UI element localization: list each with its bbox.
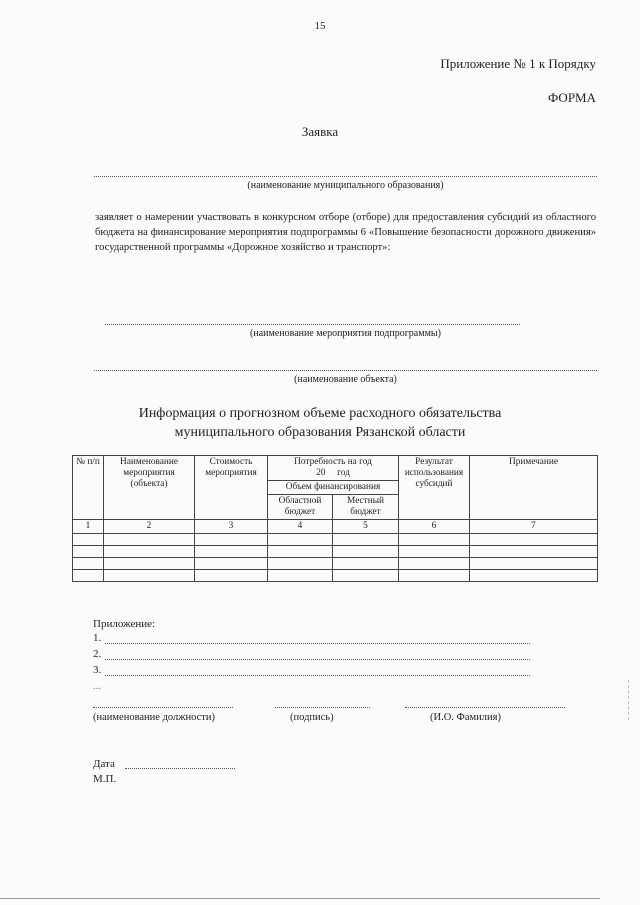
object-caption: (наименование объекта): [294, 374, 397, 385]
municipality-caption: (наименование муниципального образования): [247, 180, 444, 191]
appendix-heading: Приложение № 1 к Порядку: [440, 56, 596, 71]
attachment-label: Приложение:: [93, 618, 156, 630]
municipality-line: [94, 176, 597, 177]
col-number: 6: [399, 520, 470, 534]
header-year-number: 20: [316, 468, 326, 478]
col-number: 2: [104, 520, 195, 534]
info-title: [0, 404, 640, 442]
form-label: ФОРМА: [548, 90, 596, 105]
scan-margin-mark: [628, 680, 630, 720]
event-caption: (наименование мероприятия подпрограммы): [250, 328, 441, 339]
col-number: 4: [268, 520, 333, 534]
page-number: 15: [314, 20, 326, 32]
attachment-item-more: ...: [93, 680, 102, 692]
attachment-line-3: [105, 675, 530, 676]
stamp-label: М.П.: [93, 773, 117, 785]
table-row: [73, 546, 598, 558]
col-number: 5: [333, 520, 399, 534]
info-title-line-2: муниципального образования Рязанской области: [174, 425, 466, 440]
header-note: Примечание: [470, 456, 598, 520]
header-need-label: Потребность на год: [294, 457, 372, 467]
col-number: 7: [470, 520, 598, 534]
header-num: № п/п: [73, 456, 104, 520]
signature-line: [275, 707, 370, 708]
column-number-row: [73, 520, 598, 534]
table-row: [73, 570, 598, 582]
name-line: [405, 707, 565, 708]
header-need: [268, 456, 399, 481]
header-financing: Объем финансирования: [268, 481, 399, 495]
date-line: [125, 768, 235, 769]
obligation-table: [72, 455, 598, 582]
object-line: [94, 370, 597, 371]
header-name: Наименование мероприятия (объекта): [104, 456, 195, 520]
name-caption: (И.О. Фамилия): [430, 712, 501, 723]
attachment-line-2: [105, 659, 530, 660]
table-row: [73, 558, 598, 570]
col-number: 3: [195, 520, 268, 534]
attachment-item-2: 2.: [93, 648, 102, 660]
attachment-item-3: 3.: [93, 664, 102, 676]
position-caption: (наименование должности): [93, 712, 216, 723]
event-line: [105, 324, 520, 325]
header-cost: Стоимость мероприятия: [195, 456, 268, 520]
document-title: Заявка: [301, 124, 339, 139]
header-year-word: год: [337, 468, 350, 478]
date-label: Дата: [93, 758, 115, 770]
attachment-item-1: 1.: [93, 632, 102, 644]
application-body-text: заявляет о намерении участвовать в конкурсном отборе (отборе) для предоставления субсидий из областного бюджета на финансирование мероприятия подпрограммы 6 «Повышение безопасности дорожного движения» государственной программы «Дорожное хозяйство и транспорт»:: [95, 212, 596, 253]
attachment-line-1: [105, 643, 530, 644]
table-row: [73, 534, 598, 546]
info-title-line-1: Информация о прогнозном объеме расходного обязательства: [138, 406, 502, 421]
position-line: [93, 707, 233, 708]
header-result: Результат использования субсидий: [399, 456, 470, 520]
header-regional-budget: Областной бюджет: [268, 495, 333, 520]
scan-bottom-edge: [0, 898, 600, 899]
signature-caption: (подпись): [290, 712, 334, 723]
header-local-budget: Местный бюджет: [333, 495, 399, 520]
col-number: 1: [73, 520, 104, 534]
